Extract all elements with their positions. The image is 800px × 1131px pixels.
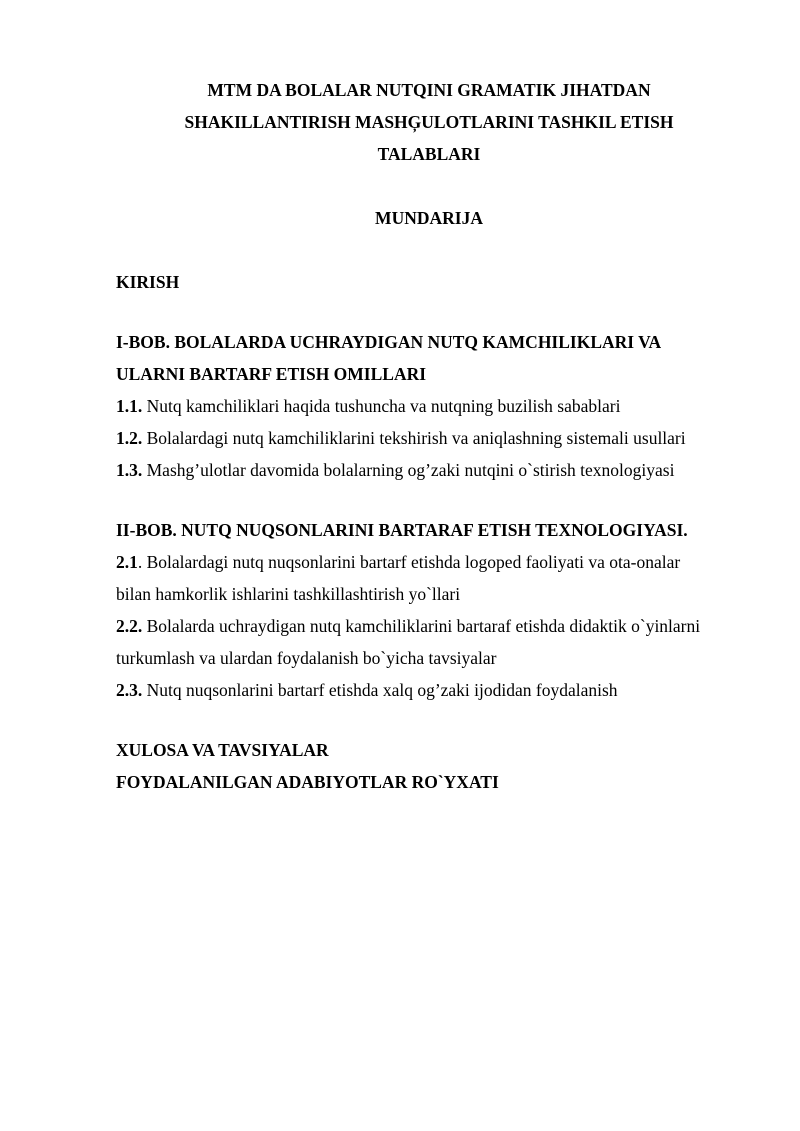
title-line-2: SHAKILLANTIRISH MASHĢULOTLARINI TASHKIL ETISH <box>184 112 674 132</box>
title-line-1: MTM DA BOLALAR NUTQINI GRAMATIK JIHATDAN <box>207 80 651 100</box>
document-title <box>116 74 742 170</box>
toc-item-text: Bolalarda uchraydigan nutq kamchiliklarini bartaraf etishda didaktik o`yinlarni <box>142 616 701 636</box>
chapter1-heading-line1: I-BOB. BOLALARDA UCHRAYDIGAN NUTQ KAMCHILIKLARI VA <box>116 332 662 352</box>
toc-item-1-3 <box>116 454 760 486</box>
toc-item-text: Nutq kamchiliklari haqida tushuncha va nutqning buzilish sabablari <box>142 396 621 416</box>
table-of-contents <box>116 266 760 798</box>
toc-item-text: Bolalardagi nutq kamchiliklarini tekshirish va aniqlashning sistemali usullari <box>142 428 686 448</box>
toc-item-number: 2.3. <box>116 680 143 700</box>
toc-item-text: . Bolalardagi nutq nuqsonlarini bartarf etishda logoped faoliyati va ota-onalar <box>137 552 681 572</box>
contents-heading: MUNDARIJA <box>375 208 483 228</box>
toc-item-2-1-continued: bilan hamkorlik ishlarini tashkillashtirish yo`llari <box>116 584 461 604</box>
toc-item-2-2-continued: turkumlash va ulardan foydalanish bo`yicha tavsiyalar <box>116 648 497 668</box>
toc-references: FOYDALANILGAN ADABIYOTLAR RO`YXATI <box>116 772 499 792</box>
toc-item-2-1 <box>116 546 760 578</box>
chapter1-heading-line2: ULARNI BARTARF ETISH OMILLARI <box>116 364 427 384</box>
toc-item-text: Nutq nuqsonlarini bartarf etishda xalq og’zaki ijodidan foydalanish <box>142 680 618 700</box>
toc-item-1-1 <box>116 390 760 422</box>
chapter2-heading: II-BOB. NUTQ NUQSONLARINI BARTARAF ETISH TEXNOLOGIYASI. <box>116 520 688 540</box>
title-line-3: TALABLARI <box>377 144 481 164</box>
toc-item-number: 1.3. <box>116 460 143 480</box>
toc-item-number: 2.1 <box>116 552 138 572</box>
toc-item-2-3 <box>116 674 760 706</box>
toc-intro: KIRISH <box>116 272 180 292</box>
toc-item-number: 1.2. <box>116 428 143 448</box>
toc-item-number: 2.2. <box>116 616 143 636</box>
toc-conclusion: XULOSA VA TAVSIYALAR <box>116 740 329 760</box>
toc-item-text: Mashg’ulotlar davomida bolalarning og’zaki nutqini o`stirish texnologiyasi <box>142 460 675 480</box>
toc-item-number: 1.1. <box>116 396 143 416</box>
toc-item-1-2 <box>116 422 760 454</box>
toc-item-2-2 <box>116 610 760 642</box>
